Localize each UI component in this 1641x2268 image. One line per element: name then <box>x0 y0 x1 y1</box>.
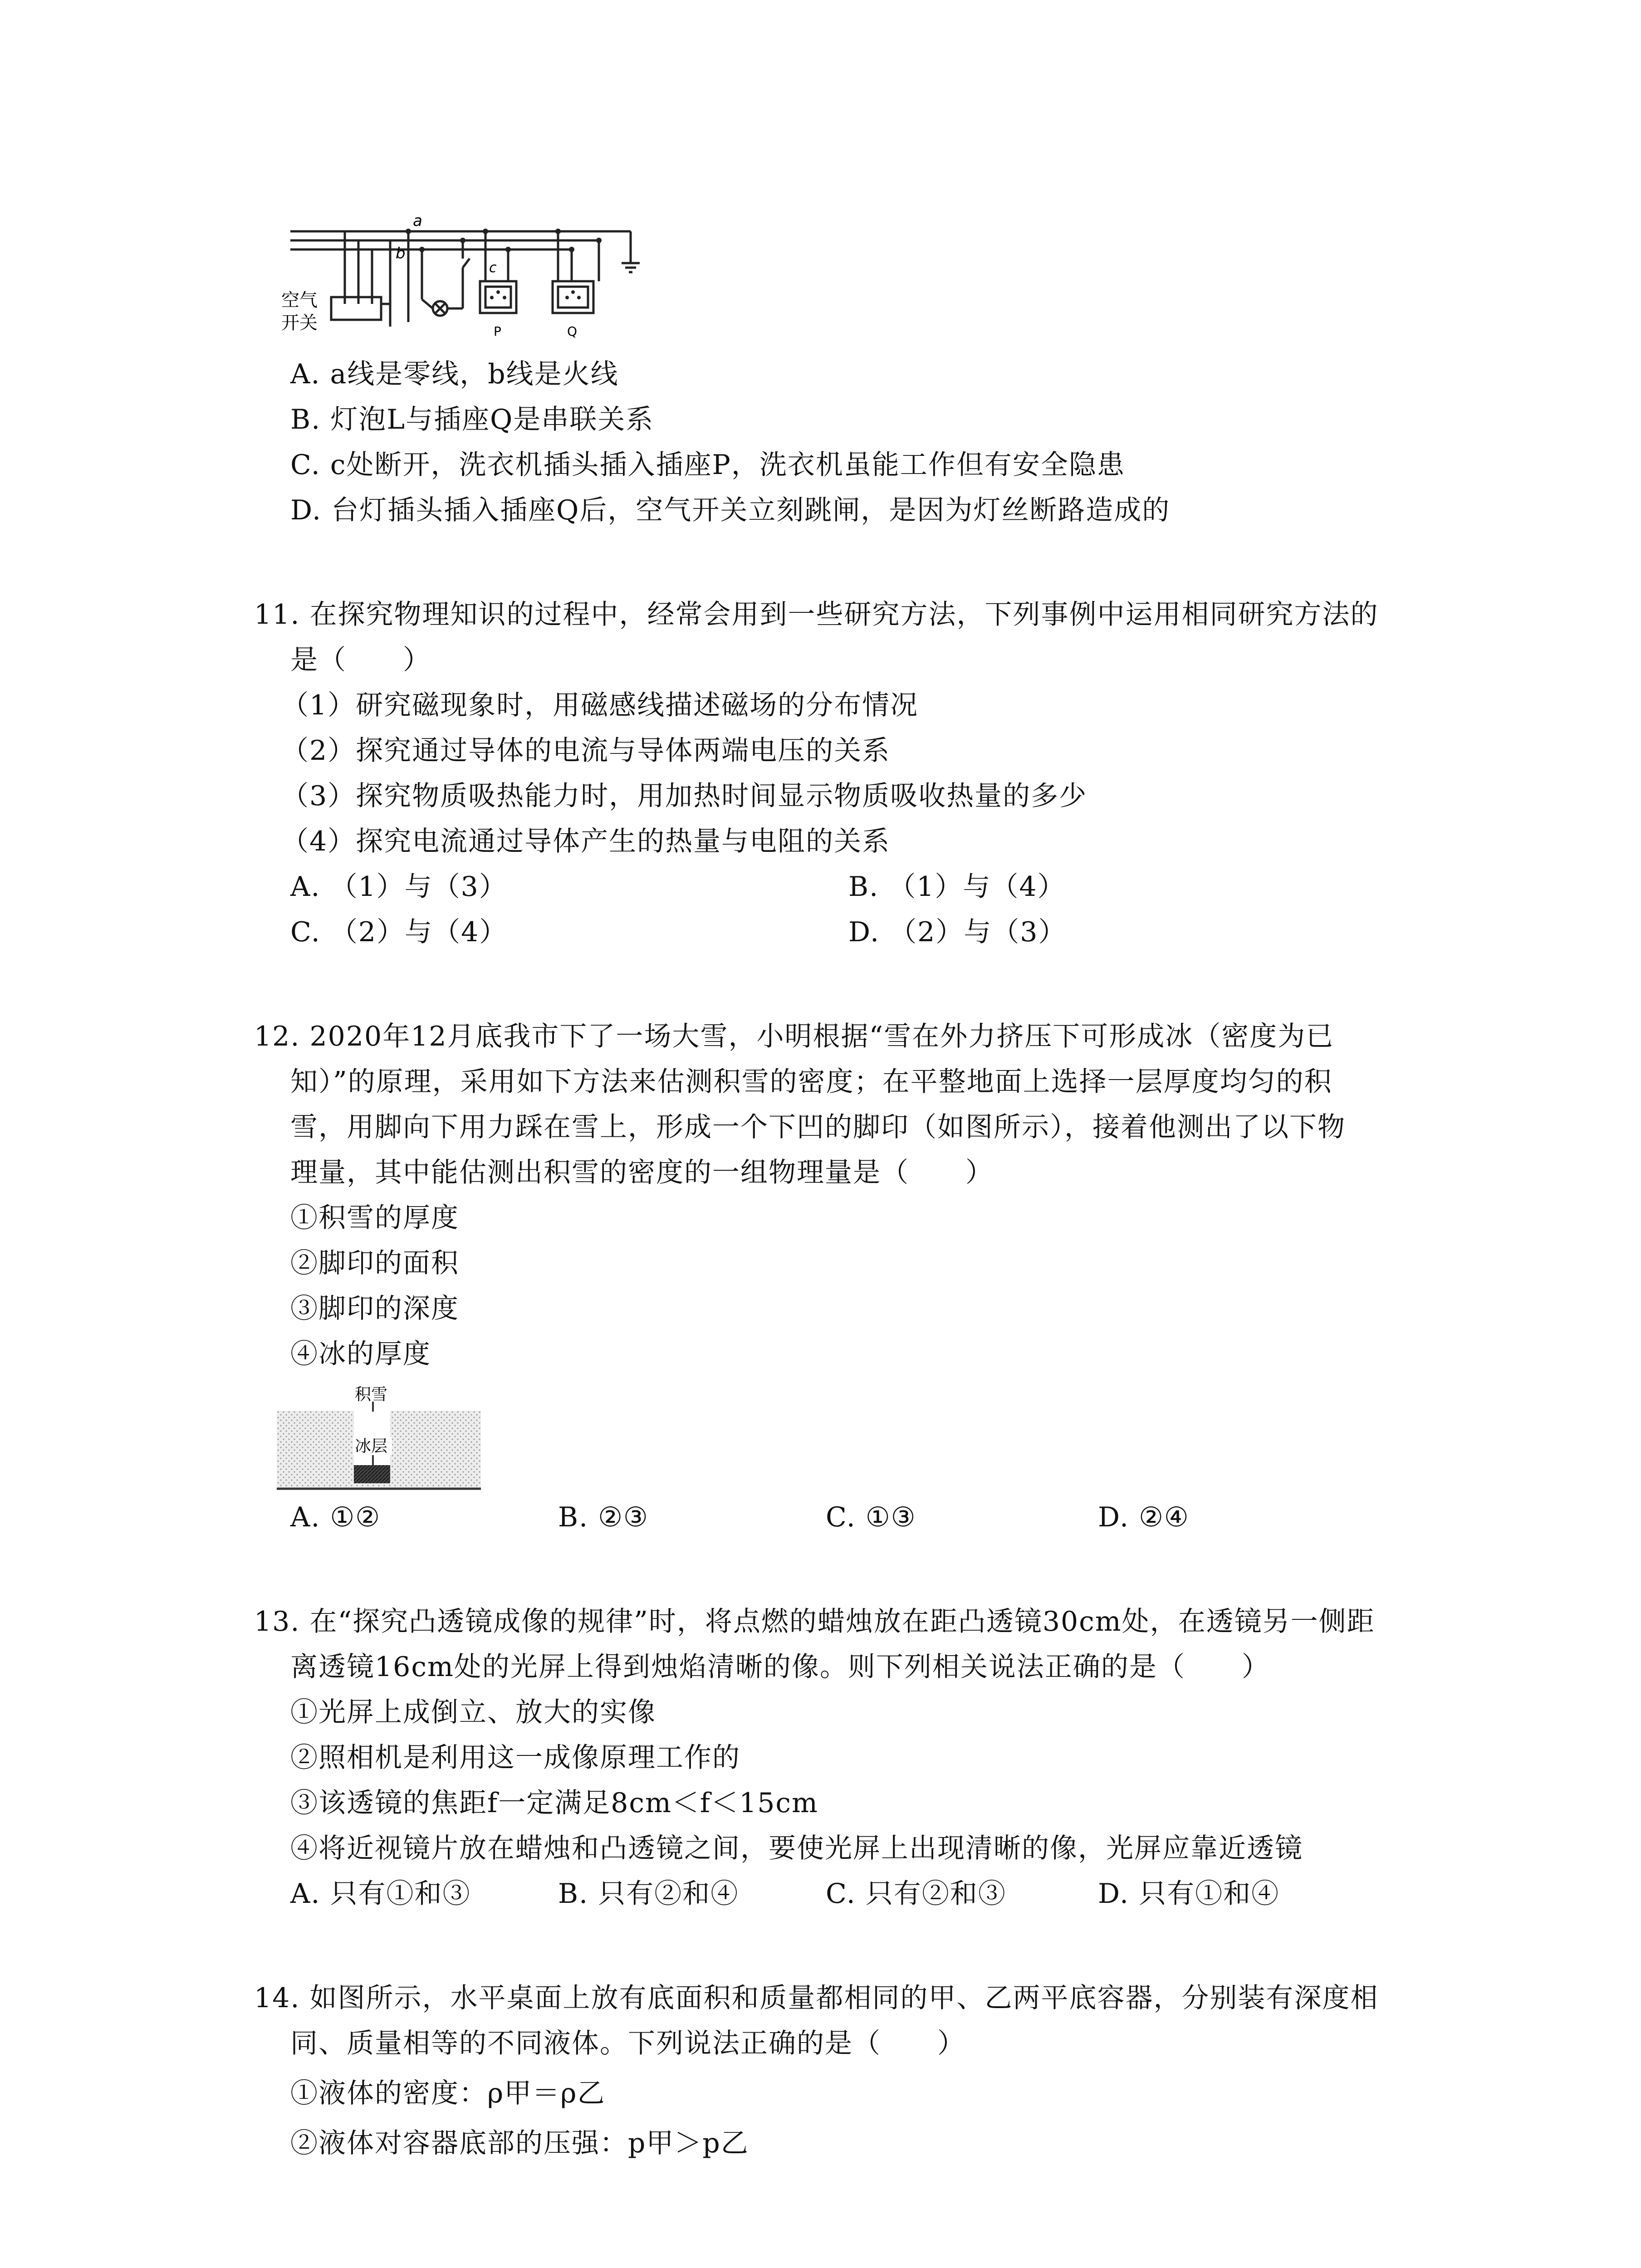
q14-item-2: ②液体对容器底部的压强：p甲＞p乙 <box>290 2127 749 2159</box>
q12-item-2: ②脚印的面积 <box>290 1247 459 1279</box>
q14-stem-line-2: 同、质量相等的不同液体。下列说法正确的是（ ） <box>290 2028 965 2059</box>
q14-stem-line-1: 14. 如图所示，水平桌面上放有底面积和质量都相同的甲、乙两平底容器，分别装有深度相 <box>254 1982 1379 2014</box>
q12-item-1: ①积雪的厚度 <box>290 1202 459 1234</box>
q10-option-c: C. c处断开，洗衣机插头插入插座P，洗衣机虽能工作但有安全隐患 <box>290 449 1125 481</box>
wire-c-label: c <box>489 260 497 276</box>
q13-option-a: A. 只有①和③ <box>290 1878 471 1910</box>
q13-option-c: C. 只有②和③ <box>826 1878 1006 1910</box>
breaker-label-1: 空气 <box>281 290 318 311</box>
q12-stem-line-4: 理量，其中能估测出积雪的密度的一组物理量是（ ） <box>290 1157 994 1188</box>
household-circuit-figure <box>272 213 681 349</box>
q14-item-1: ①液体的密度：ρ甲＝ρ乙 <box>290 2077 606 2109</box>
q11-option-b: B. （1）与（4） <box>848 871 1066 903</box>
q13-item-4: ④将近视镜片放在蜡烛和凸透镜之间，要使光屏上出现清晰的像，光屏应靠近透镜 <box>290 1833 1303 1864</box>
q13-item-3: ③该透镜的焦距f一定满足8cm＜f＜15cm <box>290 1787 818 1819</box>
q11-stem-line-2: 是（ ） <box>290 644 431 676</box>
wire-b-label: b <box>396 244 406 263</box>
q11-stem-line-1: 11. 在探究物理知识的过程中，经常会用到一些研究方法，下列事例中运用相同研究方法的 <box>254 599 1379 631</box>
q11-option-d: D. （2）与（3） <box>848 916 1067 948</box>
q10-option-a: A. a线是零线，b线是火线 <box>290 358 619 390</box>
q13-option-d: D. 只有①和④ <box>1098 1878 1280 1910</box>
snow-label: 积雪 <box>355 1385 388 1404</box>
ice-layer-label: 冰层 <box>355 1437 388 1456</box>
socket-q-label: Q <box>567 324 578 339</box>
q11-item-1: （1）研究磁现象时，用磁感线描述磁场的分布情况 <box>281 689 919 721</box>
q11-item-4: （4）探究电流通过导体产生的热量与电阻的关系 <box>281 826 891 857</box>
q11-option-c: C. （2）与（4） <box>290 916 508 948</box>
socket-p-label: P <box>494 324 501 339</box>
q11-option-a: A. （1）与（3） <box>290 871 507 903</box>
q12-item-4: ④冰的厚度 <box>290 1338 431 1370</box>
q12-option-a: A. ①② <box>290 1501 381 1533</box>
snow-footprint-figure <box>277 1383 481 1492</box>
q13-item-1: ①光屏上成倒立、放大的实像 <box>290 1696 656 1728</box>
breaker-label-2: 开关 <box>281 313 318 333</box>
q12-option-c: C. ①③ <box>826 1501 916 1533</box>
q12-option-b: B. ②③ <box>558 1501 649 1533</box>
q12-option-d: D. ②④ <box>1098 1501 1190 1533</box>
q11-item-2: （2）探究通过导体的电流与导体两端电压的关系 <box>281 735 891 767</box>
q12-stem-line-2: 知）”的原理，采用如下方法来估测积雪的密度；在平整地面上选择一层厚度均匀的积 <box>290 1066 1332 1098</box>
q12-stem-line-1: 12. 2020年12月底我市下了一场大雪，小明根据“雪在外力挤压下可形成冰（密度为已 <box>254 1021 1334 1052</box>
q12-stem-line-3: 雪，用脚向下用力踩在雪上，形成一个下凹的脚印（如图所示），接着他测出了以下物 <box>290 1111 1346 1143</box>
q13-item-2: ②照相机是利用这一成像原理工作的 <box>290 1742 740 1774</box>
q13-option-b: B. 只有②和④ <box>558 1878 739 1910</box>
wire-a-label: a <box>413 213 422 230</box>
q11-item-3: （3）探究物质吸热能力时，用加热时间显示物质吸收热量的多少 <box>281 780 1087 812</box>
q13-stem-line-2: 离透镜16cm处的光屏上得到烛焰清晰的像。则下列相关说法正确的是（ ） <box>290 1651 1270 1683</box>
q10-option-d: D. 台灯插头插入插座Q后，空气开关立刻跳闸，是因为灯丝断路造成的 <box>290 494 1171 526</box>
q12-item-3: ③脚印的深度 <box>290 1293 459 1325</box>
q10-option-b: B. 灯泡L与插座Q是串联关系 <box>290 404 654 435</box>
q13-stem-line-1: 13. 在“探究凸透镜成像的规律”时，将点燃的蜡烛放在距凸透镜30cm处，在透镜另一侧距 <box>254 1606 1375 1637</box>
